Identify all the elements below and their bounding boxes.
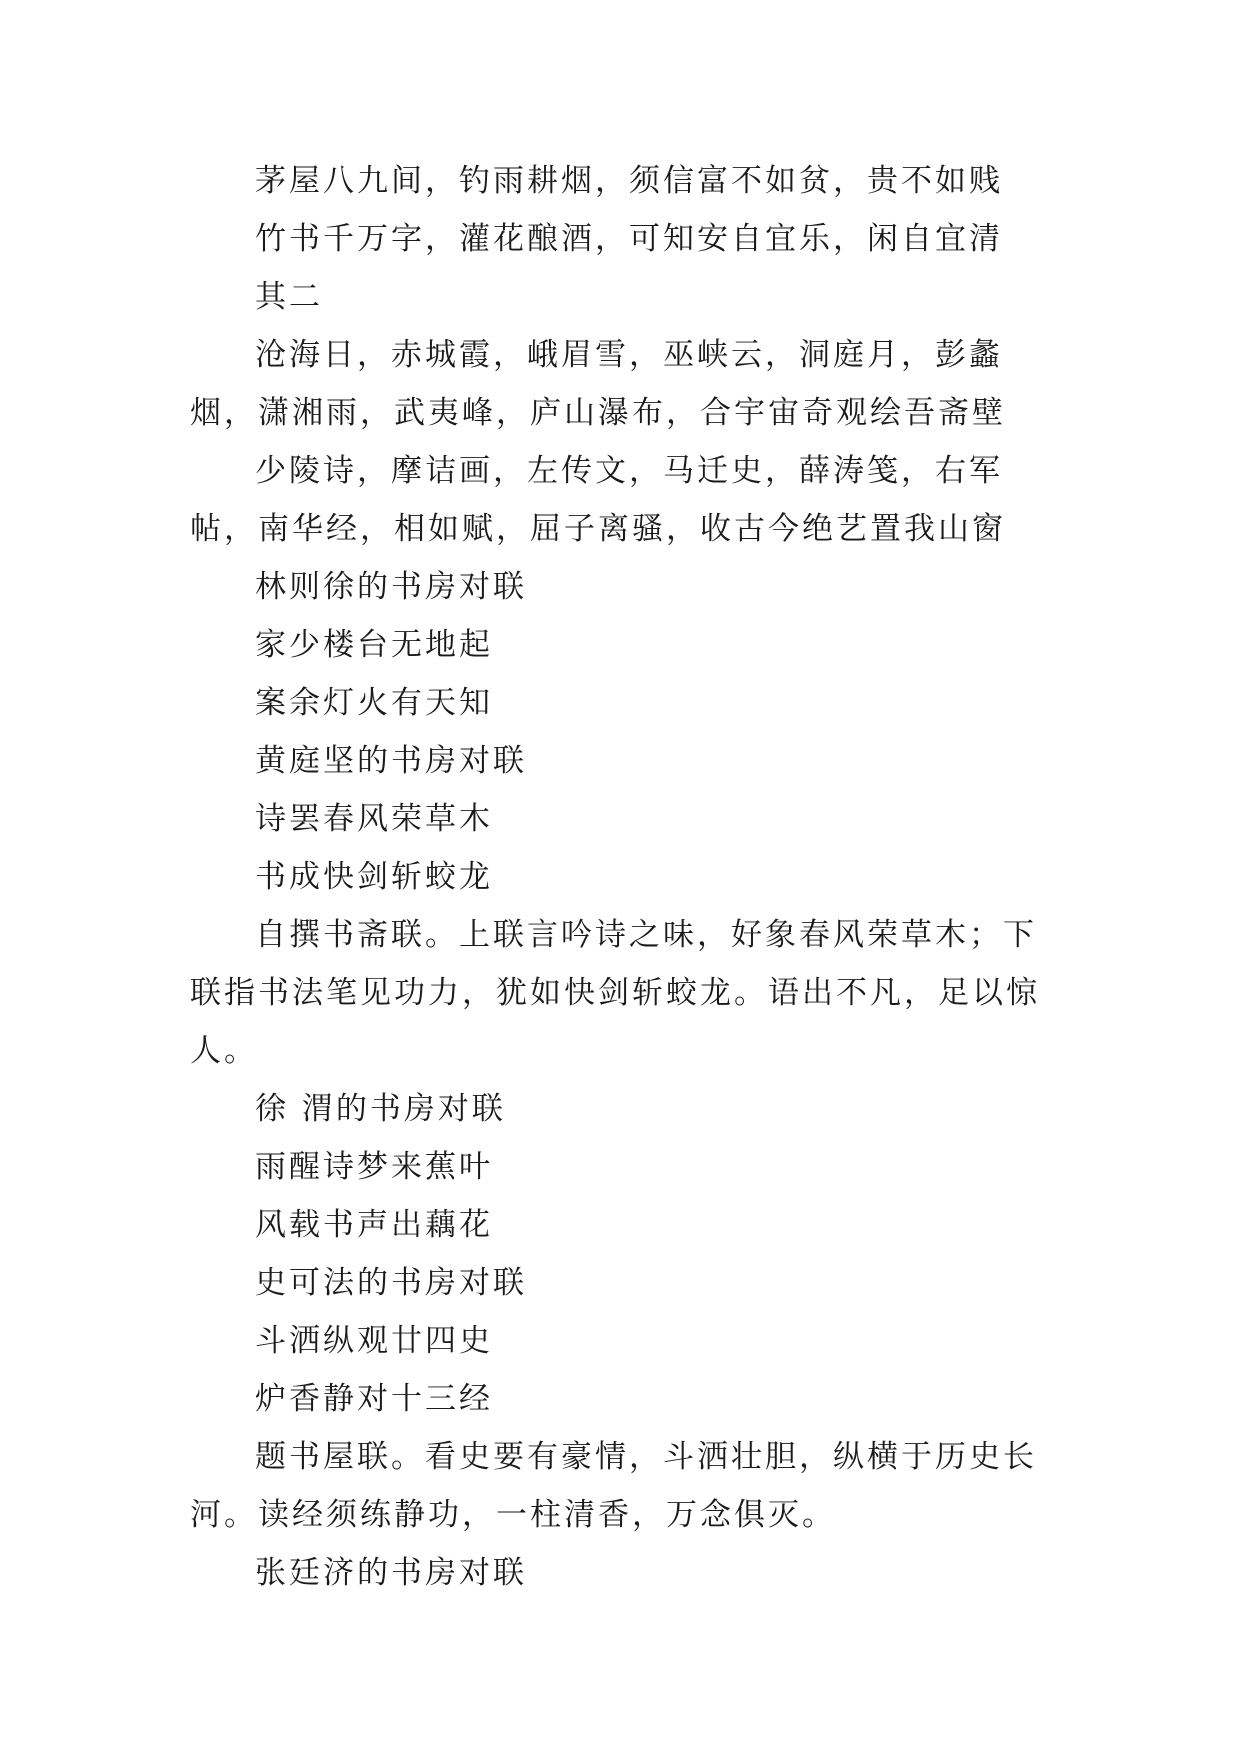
document-body — [190, 152, 1070, 1602]
paragraph-20: 张廷济的书房对联 — [255, 1555, 527, 1591]
paragraph-14: 雨醒诗梦来蕉叶 — [255, 1149, 493, 1185]
paragraph-4: 沧海日，赤城霞，峨眉雪，巫峡云，洞庭月，彭蠡烟，潇湘雨，武夷峰，庐山瀑布，合宇宙奇观绘吾斋壁 — [190, 337, 1006, 431]
paragraph-12: 自撰书斋联。上联言吟诗之味，好象春风荣草木；下联指书法笔见功力，犹如快剑斩蛟龙。语出不凡，足以惊人。 — [190, 917, 1040, 1069]
paragraph-2: 竹书千万字，灌花酿酒，可知安自宜乐，闲自宜清 — [255, 221, 1003, 257]
paragraph-18: 炉香静对十三经 — [255, 1381, 493, 1417]
paragraph-13: 徐 渭的书房对联 — [255, 1091, 506, 1127]
paragraph-3: 其二 — [255, 279, 323, 315]
paragraph-1: 茅屋八九间，钓雨耕烟，须信富不如贫，贵不如贱 — [255, 163, 1003, 199]
paragraph-6: 林则徐的书房对联 — [255, 569, 527, 605]
paragraph-17: 斗洒纵观廿四史 — [255, 1323, 493, 1359]
paragraph-16: 史可法的书房对联 — [255, 1265, 527, 1301]
paragraph-9: 黄庭坚的书房对联 — [255, 743, 527, 779]
paragraph-11: 书成快剑斩蛟龙 — [255, 859, 493, 895]
paragraph-15: 风载书声出藕花 — [255, 1207, 493, 1243]
paragraph-8: 案余灯火有天知 — [255, 685, 493, 721]
paragraph-10: 诗罢春风荣草木 — [255, 801, 493, 837]
paragraph-19: 题书屋联。看史要有豪情，斗洒壮胆，纵横于历史长河。读经须练静功，一柱清香，万念俱灭。 — [190, 1439, 1037, 1533]
paragraph-7: 家少楼台无地起 — [255, 627, 493, 663]
paragraph-5: 少陵诗，摩诘画，左传文，马迁史，薛涛笺，右军帖，南华经，相如赋，屈子离骚，收古今绝艺置我山窗 — [190, 453, 1006, 547]
